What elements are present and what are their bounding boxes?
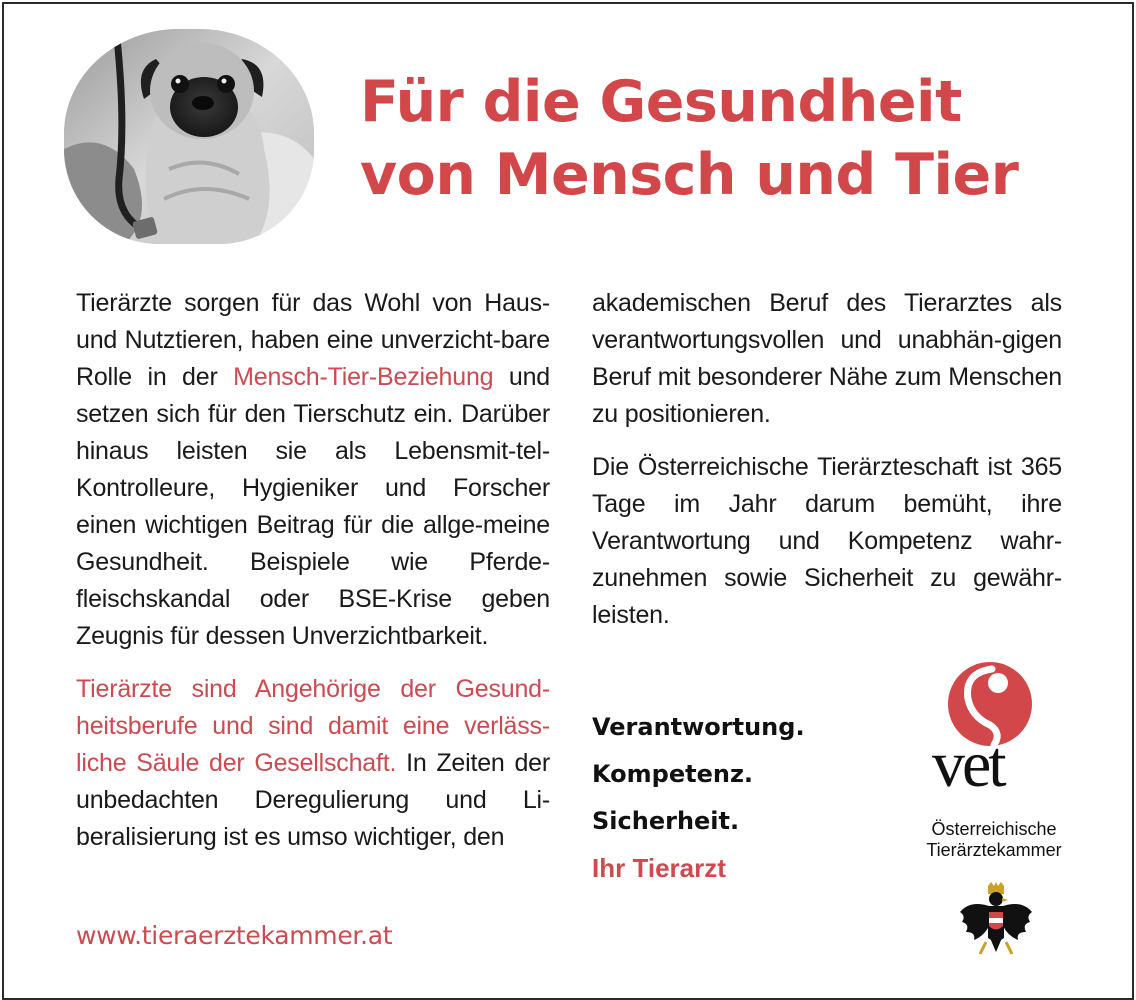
left-paragraph-1 — [76, 285, 550, 655]
pug-photo — [64, 29, 314, 244]
body-column-right — [592, 285, 1062, 634]
tagline-verantwortung: Verantwortung. — [592, 713, 805, 741]
organization-name — [884, 819, 1104, 861]
mensch-tier-beziehung-highlight: Mensch-Tier-Beziehung — [233, 363, 494, 391]
austrian-eagle-coat-of-arms-icon — [956, 882, 1036, 964]
headline-line-1: Für die Gesundheit — [360, 69, 962, 135]
left-p1-text-end: und setzen sich für den Tierschutz ein. Darüber hinaus leisten sie als Lebensmit-tel-Kontrolleure, Hygieniker und Forscher einen wichtigen Beitrag für die allge-meine Gesundheit. Beispiele wie Pferde-fleischskandal oder BSE-Krise geben Zeugnis für dessen Unverzichtbarkeit. — [76, 363, 550, 650]
ad-frame — [2, 2, 1134, 1000]
organization-name-line-2: Tierärztekammer — [926, 840, 1062, 860]
tagline-sicherheit: Sicherheit. — [592, 807, 740, 835]
pug-image — [64, 29, 314, 244]
right-paragraph-2: Die Österreichische Tierärzteschaft ist 365 Tage im Jahr darum bemüht, ihre Verantwortung und Kompetenz wahr-zunehmen sowie Sicherheit zu gewähr-leisten. — [592, 453, 1062, 629]
left-paragraph-2 — [76, 671, 550, 856]
vet-logo-word: vet — [932, 728, 1004, 801]
tagline-ihr-tierarzt: Ihr Tierarzt — [592, 853, 726, 883]
tagline — [592, 704, 805, 892]
body-column-left — [76, 285, 550, 856]
left-p2-text-rest: In Zeiten der unbedachten Deregulierung und Li-beralisierung ist es umso wichtiger, den — [76, 749, 550, 851]
website-url[interactable]: www.tieraerztekammer.at — [76, 921, 393, 950]
organization-name-line-1: Österreichische — [931, 819, 1057, 839]
gesundheitsberufe-highlight: Tierärzte sind Angehörige der Gesund-heitsberufe und sind damit eine verläss-liche Säule der Gesellschaft. — [76, 675, 550, 777]
tagline-kompetenz: Kompetenz. — [592, 760, 754, 788]
headline — [360, 66, 1018, 212]
right-paragraph-1: akademischen Beruf des Tierarztes als verantwortungsvollen und unabhän-gigen Beruf mit besonderer Nähe zum Menschen zu positionieren. — [592, 289, 1062, 428]
headline-line-2: von Mensch und Tier — [360, 142, 1019, 208]
left-p1-text-start: Tierärzte sorgen für das Wohl von Haus- und Nutztieren, haben eine unverzicht-bare Rolle in der — [76, 289, 550, 391]
